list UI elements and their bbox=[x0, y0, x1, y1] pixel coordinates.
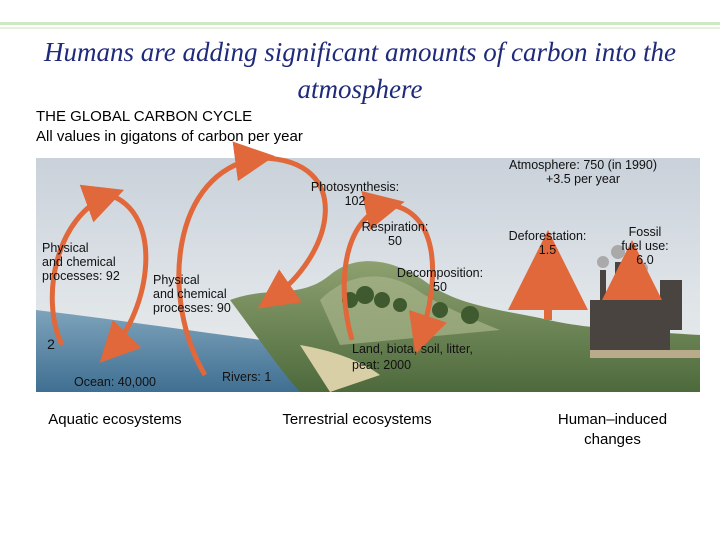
road bbox=[590, 350, 700, 358]
deforestation-label: Deforestation: 1.5 bbox=[508, 229, 587, 257]
diagram-units: All values in gigatons of carbon per year bbox=[36, 128, 303, 145]
fossil-fuel-label: Fossil fuel use: 6.0 bbox=[621, 225, 669, 267]
respiration-label: Respiration: 50 bbox=[361, 220, 429, 248]
terrestrial-ecosystems-label: Terrestrial ecosystems bbox=[282, 411, 432, 428]
aquatic-ecosystems-label: Aquatic ecosystems bbox=[48, 411, 182, 428]
decomposition-label: Decomposition: 50 bbox=[396, 266, 484, 294]
ocean-label: Ocean: 40,000 bbox=[74, 375, 157, 389]
human-induced-changes-label: Human–induced changes bbox=[557, 411, 668, 448]
rivers-label: Rivers: 1 bbox=[222, 370, 272, 384]
physical-chemical-90-label: Physical and chemical processes: 90 bbox=[153, 273, 231, 315]
page-title: Humans are adding significant amounts of carbon into the atmosphere bbox=[44, 37, 676, 104]
land-reservoir-label: Land, biota, soil, litter, peat: 2000 bbox=[352, 342, 473, 372]
ocean-flux-value: 2 bbox=[47, 336, 55, 352]
physical-chemical-92-label: Physical and chemical processes: 92 bbox=[42, 241, 120, 283]
photosynthesis-label: Photosynthesis: 102 bbox=[310, 180, 400, 208]
atmosphere-label: Atmosphere: 750 (in 1990) +3.5 per year bbox=[508, 158, 657, 186]
diagram-title: THE GLOBAL CARBON CYCLE bbox=[36, 108, 253, 125]
